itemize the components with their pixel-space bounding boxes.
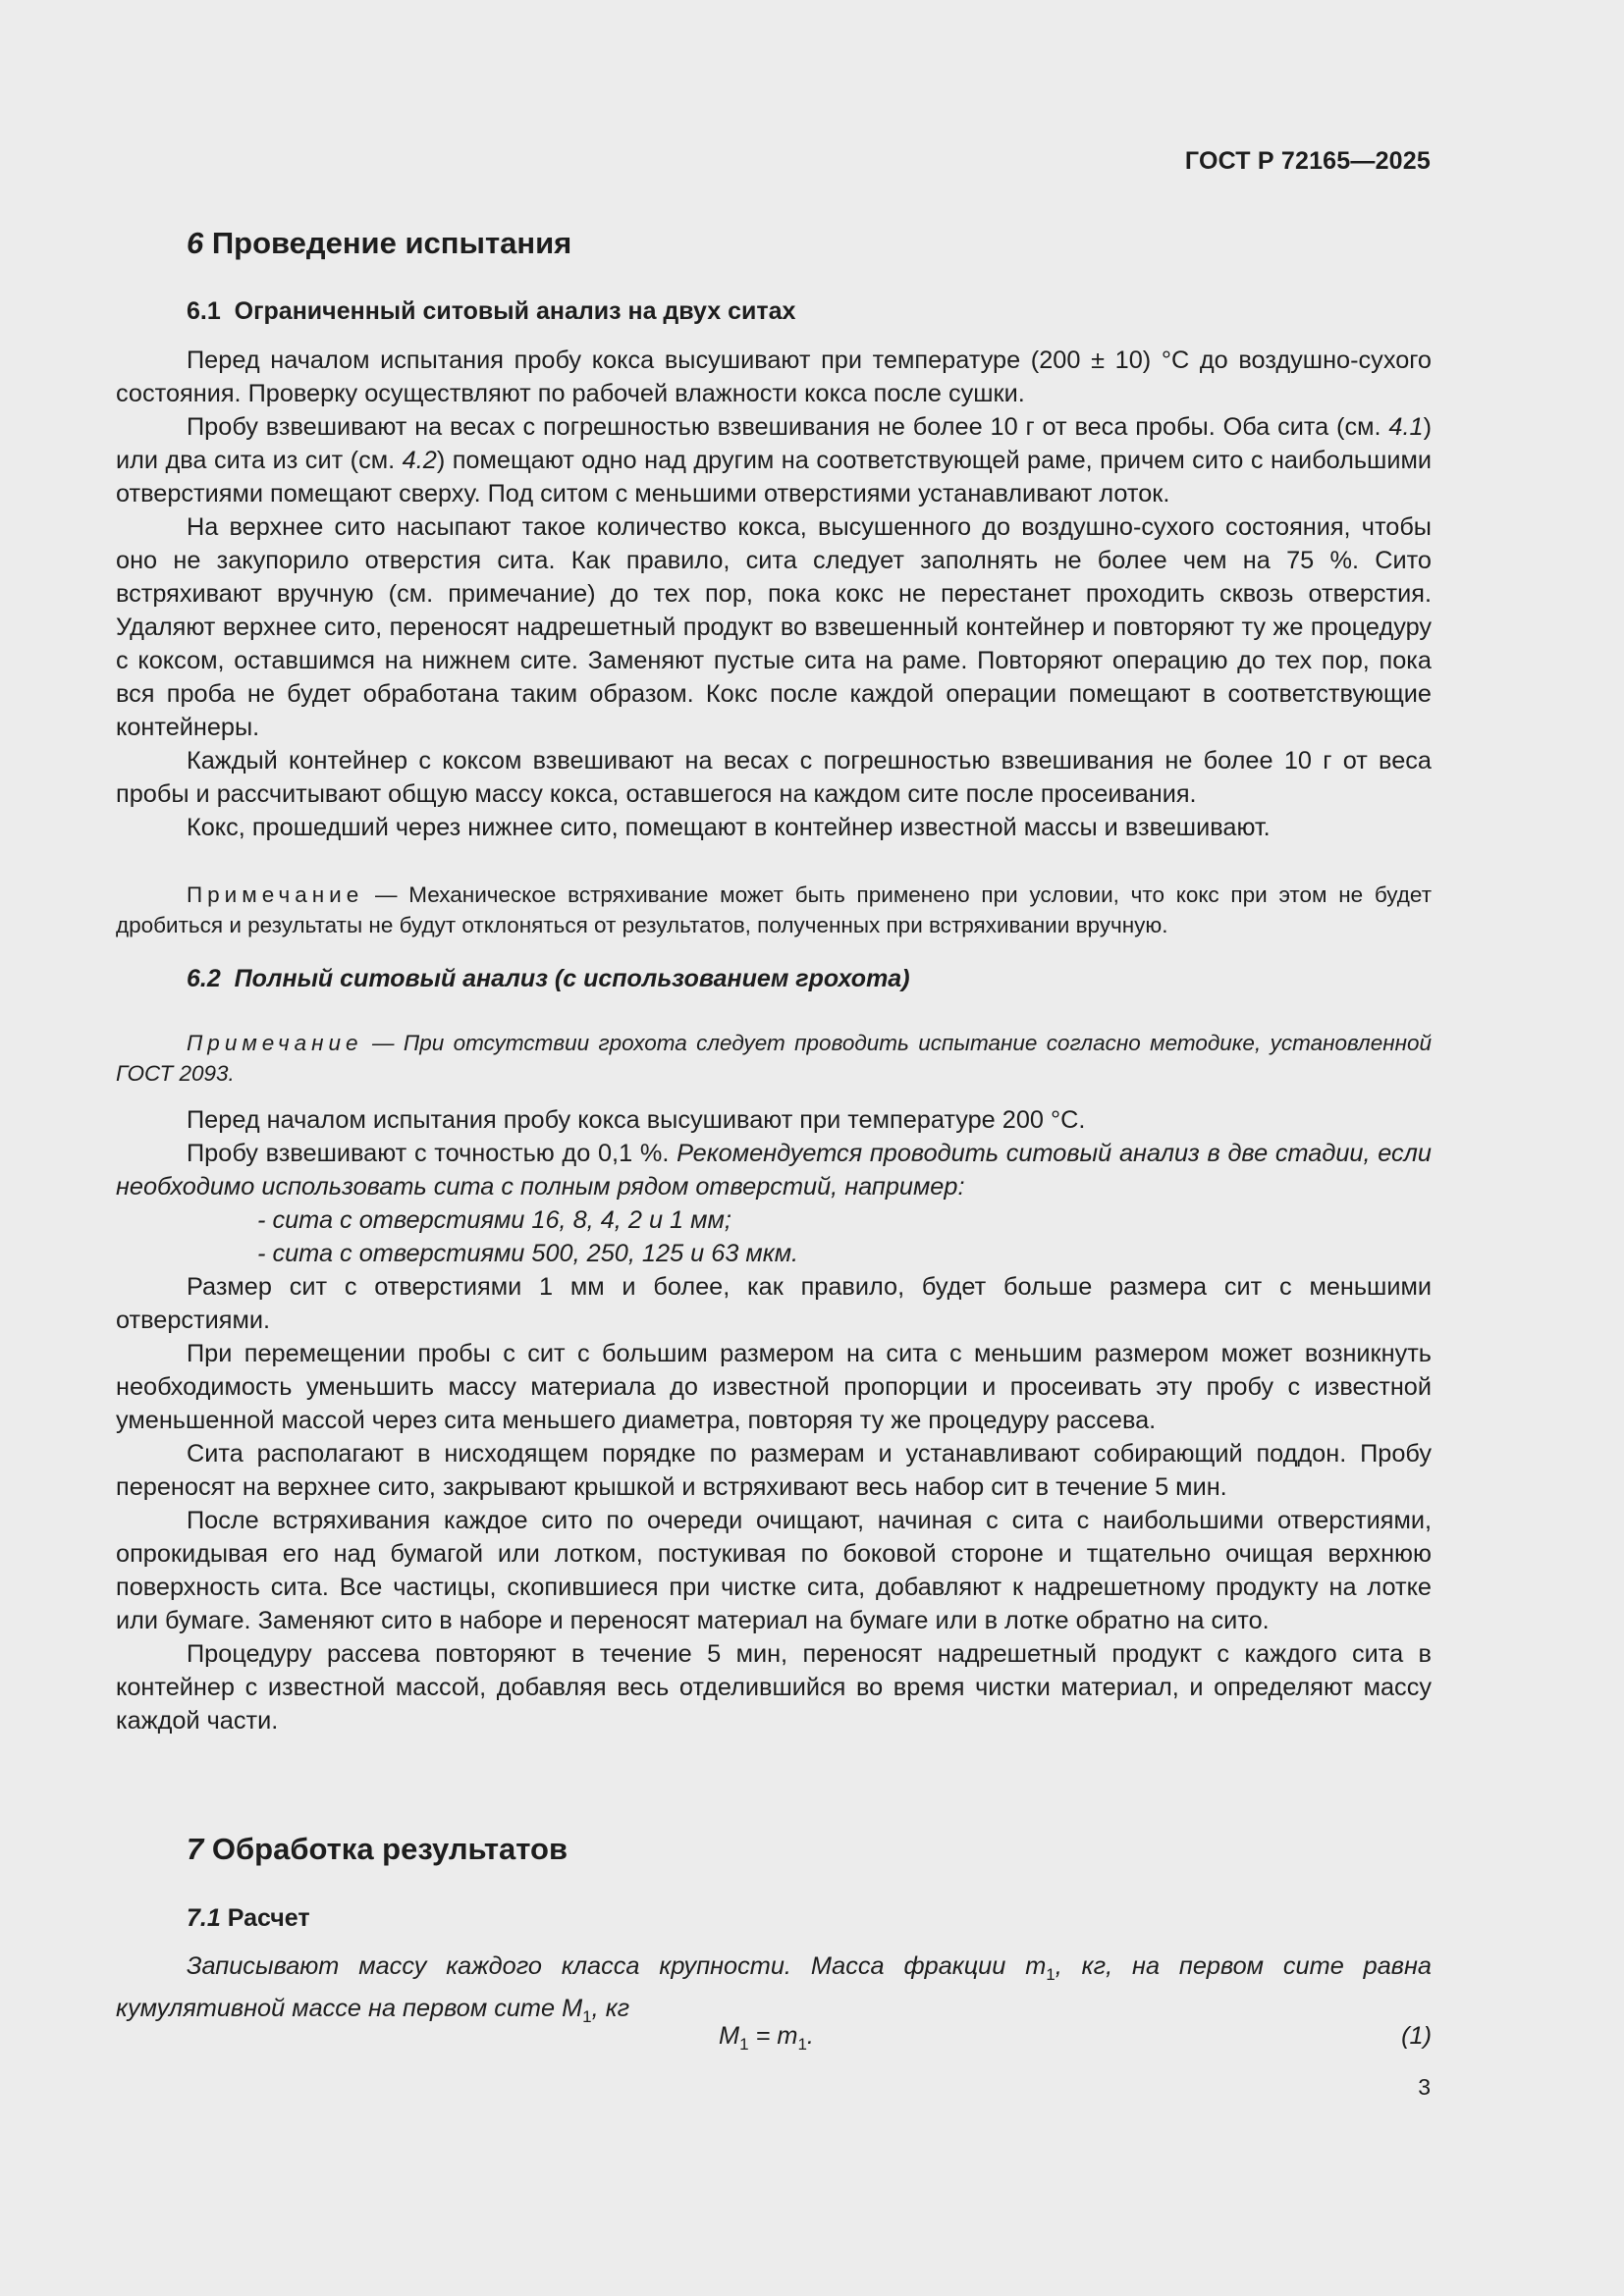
section-title: Проведение испытания bbox=[211, 226, 572, 260]
subsection-title: Ограниченный ситовый анализ на двух ситах bbox=[234, 297, 796, 325]
note-label: Примечание bbox=[187, 882, 364, 907]
section-7-heading bbox=[187, 1832, 568, 1867]
formula-1 bbox=[116, 2022, 1432, 2056]
list-item: - сита с отверстиями 500, 250, 125 и 63 мкм. bbox=[257, 1240, 799, 1267]
section-title: Обработка результатов bbox=[211, 1832, 568, 1866]
paragraph: Процедуру рассева повторяют в течение 5 мин, переносят надрешетный продукт с каждого сита в контейнер с известной массой, добавляя весь отделившийся во время чистки материал, и определяют массу каждой части. bbox=[116, 1640, 1432, 1735]
paragraph: После встряхивания каждое сито по очереди очищают, начиная с сита с наибольшими отверстиями, опрокидывая его над бумагой или лотком, постукивая по боковой стороне и тщательно очищая верхнюю поверхность сита. Все частицы, скопившиеся при чистке сита, добавляют к надрешетному продукту на лотке или бумаге. Заменяют сито в наборе и переносят материал на бумаге или в лотке обратно на сито. bbox=[116, 1507, 1432, 1634]
subsection-number: 7.1 bbox=[187, 1904, 221, 1932]
section-number: 7 bbox=[187, 1832, 204, 1866]
note-text: — При отсутствии грохота следует проводить испытание согласно методике, установленной ГОСТ 2093. bbox=[116, 1031, 1432, 1086]
paragraph: Перед началом испытания пробу кокса высушивают при температуре 200 °С. bbox=[187, 1106, 1086, 1134]
subsection-number: 6.2 bbox=[187, 965, 221, 992]
section-6-2-body bbox=[116, 1103, 1432, 1737]
paragraph: Каждый контейнер с коксом взвешивают на весах с погрешностью взвешивания не более 10 г от веса пробы и рассчитывают общую массу кокса, оставшегося на каждом сите после просеивания. bbox=[116, 747, 1432, 808]
paragraph: Кокс, прошедший через нижнее сито, помещают в контейнер известной массы и взвешивают. bbox=[187, 814, 1271, 841]
paragraph: Сита располагают в нисходящем порядке по размерам и устанавливают собирающий поддон. Пробу переносят на верхнее сито, закрывают крышкой и встряхивают весь набор сит в течение 5 мин. bbox=[116, 1440, 1432, 1501]
document-id: ГОСТ Р 72165—2025 bbox=[1184, 147, 1431, 175]
paragraph: Размер сит с отверстиями 1 мм и более, как правило, будет больше размера сит с меньшими отверстиями. bbox=[116, 1273, 1432, 1334]
subsection-6-1-heading bbox=[187, 297, 795, 326]
section-6-heading bbox=[187, 226, 571, 261]
subsection-title: Полный ситовый анализ (с использованием грохота) bbox=[234, 965, 910, 992]
section-number: 6 bbox=[187, 226, 204, 260]
page-number: 3 bbox=[1418, 2074, 1431, 2100]
paragraph: Пробу взвешивают с точностью до 0,1 %. Рекомендуется проводить ситовый анализ в две стадии, если необходимо использовать сита с полным рядом отверстий, например: bbox=[116, 1140, 1432, 1201]
paragraph: Записывают массу каждого класса крупности. Масса фракции $m_1$, кг, на первом сите равна кумулятивной массе на первом сите $M_1$, кг bbox=[116, 1952, 1432, 2027]
paragraph: Перед началом испытания пробу кокса высушивают при температуре (200 ± 10) °С до воздушно-сухого состояния. Проверку осуществляют по рабочей влажности кокса после сушки. bbox=[116, 347, 1432, 407]
subsection-title: Расчет bbox=[227, 1904, 310, 1932]
note-label: Примечание bbox=[187, 1031, 363, 1055]
note-text: — Механическое встряхивание может быть применено при условии, что кокс при этом не будет дробиться и результаты не будут отклоняться от результатов, полученных при встряхивании вручную. bbox=[116, 882, 1432, 937]
formula-expression: $M_1 = m_1$. bbox=[719, 2022, 814, 2055]
note-6-1 bbox=[116, 880, 1432, 940]
formula-number: (1) bbox=[1401, 2022, 1432, 2050]
subsection-7-1-heading bbox=[187, 1904, 310, 1933]
cross-reference: 4.1 bbox=[1388, 413, 1424, 441]
cross-reference: 4.2 bbox=[402, 447, 437, 474]
list-item: - сита с отверстиями 16, 8, 4, 2 и 1 мм; bbox=[257, 1206, 731, 1234]
section-6-1-body bbox=[116, 344, 1432, 844]
subsection-number: 6.1 bbox=[187, 297, 221, 325]
paragraph: При перемещении пробы с сит с большим размером на сита с меньшим размером может возникнуть необходимость уменьшить массу материала до известной пропорции и просеивать эту пробу с известной уменьшенной массой через сита меньшего диаметра, повторяя ту же процедуру рассева. bbox=[116, 1340, 1432, 1434]
paragraph: Пробу взвешивают на весах с погрешностью взвешивания не более 10 г от веса пробы. Оба сита (см. 4.1) или два сита из сит (см. 4.2) помещают одно над другим на соответствующей раме, причем сито с наибольшими отверстиями помещают сверху. Под ситом с меньшими отверстиями устанавливают лоток. bbox=[116, 413, 1433, 507]
note-6-2 bbox=[116, 1028, 1432, 1089]
paragraph: На верхнее сито насыпают такое количество кокса, высушенного до воздушно-сухого состояния, чтобы оно не закупорило отверстия сита. Как правило, сита следует заполнять не более чем на 75 %. Сито встряхивают вручную (см. примечание) до тех пор, пока кокс не перестанет проходить сквозь отверстия. Удаляют верхнее сито, переносят надрешетный продукт во взвешенный контейнер и повторяют ту же процедуру с коксом, оставшимся на нижнем сите. Заменяют пустые сита на раме. Повторяют операцию до тех пор, пока вся проба не будет обработана таким образом. Кокс после каждой операции помещают в соответствующие контейнеры. bbox=[116, 513, 1432, 741]
subsection-6-2-heading bbox=[187, 965, 910, 993]
